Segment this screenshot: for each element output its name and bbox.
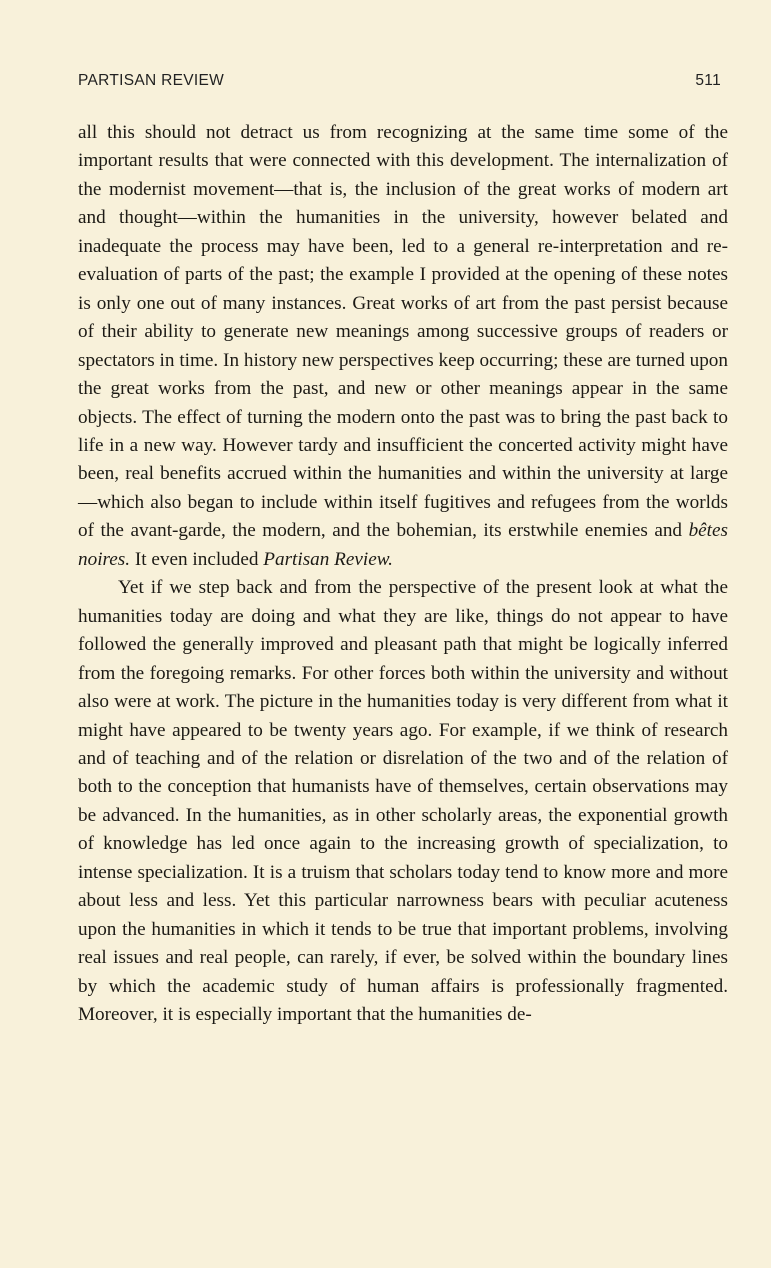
paragraph-2: Yet if we step back and from the perspective of the present look at what the humanities today are doing and what they are like, things do not appear to have followed the generally improved and pleasant path that might be logically inferred from the foregoing remarks. For other forces both within the university and without also were at work. The picture in the humanities today is very different from what it might have appeared to be twenty years ago. For example, if we think of research and of teaching and of the relation or disrelation of the two and of the relation of both to the conception that humanists have of themselves, certain observations may be advanced. In the humanities, as in other scholarly areas, the exponential growth of knowledge has led once again to the increasing growth of specialization, to intense specialization. It is a truism that scholars today tend to know more and more about less and less. Yet this particular narrowness bears with peculiar acuteness upon the humanities in which it tends to be true that important problems, involving real issues and real people, can rarely, if ever, be solved within the boundary lines by which the academic study of human affairs is professionally fragmented. Moreover, it is especially important that the humanities de- — [78, 577, 728, 1026]
running-head — [78, 72, 721, 96]
paragraph-1-text-2: It even included — [130, 548, 264, 570]
journal-title: PARTISAN REVIEW — [78, 72, 225, 89]
paragraph-1-text: all this should not detract us from recognizing at the same time some of the important results that were connected with this development. The internalization of the modernist movement—that is, the inclusion of the great works of modern art and thought—within the humanities in the university, however belated and inadequate the process may have been, led to a general re-interpretation and re-evaluation of parts of the past; the example I provided at the opening of these notes is only one out of many instances. Great works of art from the past persist because of their ability to generate new meanings among successive groups of readers or spectators in time. In history new perspectives keep occurring; these are turned upon the great works from the past, and new or other meanings appear in the same objects. The effect of turning the modern onto the past was to bring the past back to life in a new way. However tardy and insufficient the concerted activity might have been, real benefits accrued within the humanities and within the university at large—which also began to include within itself fugitives and refugees from the worlds of the avant-garde, the modern, and the bohemian, its erstwhile enemies and — [78, 122, 728, 542]
page-number: 511 — [695, 72, 721, 89]
italic-betes-noires: bêtes noires. — [78, 520, 728, 570]
body-text — [78, 119, 728, 1030]
paragraph-continued — [78, 119, 728, 574]
italic-partisan-review: Partisan Review. — [263, 548, 393, 570]
